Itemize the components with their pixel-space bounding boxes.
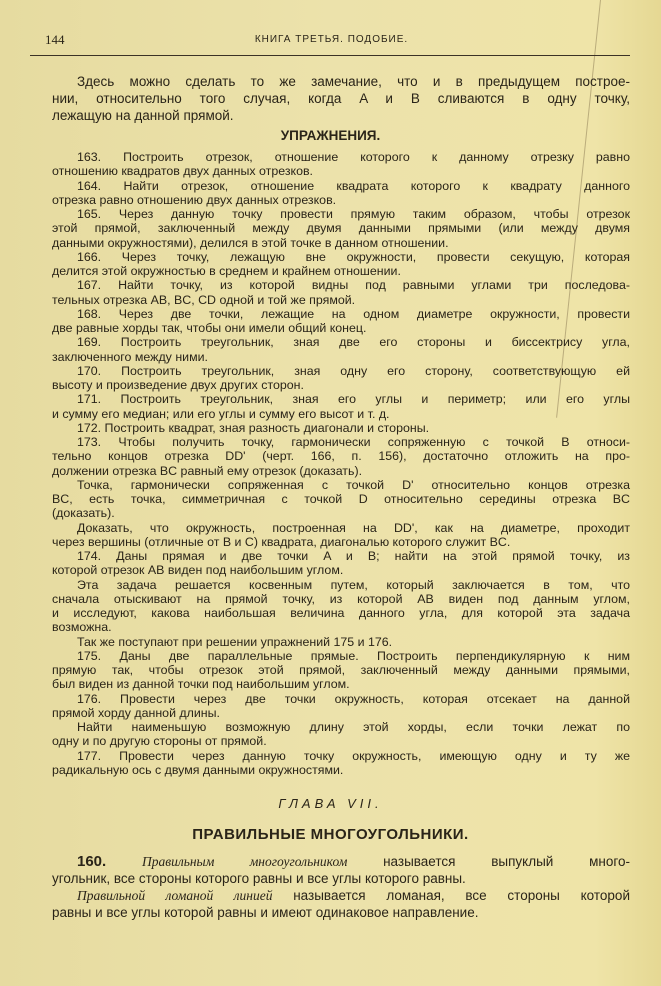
intro-paragraph — [52, 73, 630, 124]
text-line: 163. Построить отрезок, отношение которого к данному отрезку равно — [77, 150, 630, 164]
text-line: 166. Через точку, лежащую вне окружности, провести секущую, которая — [77, 249, 630, 264]
text-segment: называется ломаная, все стороны которой — [293, 888, 630, 903]
text-line: равны и все углы которой равны и имеют одинаковое направление. — [52, 905, 479, 920]
text-line: должении отрезка BC равный ему отрезок (доказать). — [52, 463, 363, 478]
page-header — [30, 30, 633, 54]
text-line: и исследуют, какова наибольшая величина данного угла, для которой эта задача — [52, 606, 630, 620]
text-line: 172. Построить квадрат, зная разность диагонали и стороны. — [77, 420, 430, 435]
paragraph-number: 160. — [77, 853, 107, 870]
text-line: делится этой окружностью в среднем и крайнем отношении. — [52, 264, 401, 278]
text-line: (доказать). — [52, 506, 115, 521]
text-line: прямую так, чтобы отрезок этой прямой, заключенный между данными прямыми, — [52, 663, 630, 677]
text-segment: называется выпуклый много- — [383, 854, 630, 869]
text-line: тельно концов отрезка DD' (черт. 166, п. 156), достаточно отложить на про- — [52, 449, 630, 464]
text-line: 167. Найти точку, из которой видны под равными углами три последова- — [77, 278, 630, 293]
text-line: 170. Построить треугольник, зная одну его сторону, соответствующую ей — [77, 363, 630, 378]
text-line: лежащую на данной прямой. — [52, 108, 234, 123]
text-line: отрезка равно отношению двух данных отрезков. — [52, 192, 337, 207]
text-line — [52, 853, 630, 870]
text-line: отношению квадратов двух данных отрезков. — [52, 164, 313, 179]
text-line: 169. Построить треугольник, зная две его стороны и биссектрису угла, — [77, 335, 630, 350]
text-line: заключенного между ними. — [52, 349, 208, 364]
text-line: одну и по другую стороны от прямой. — [52, 734, 267, 749]
text-line: через вершины (отличные от B и C) квадрата, диагональю которого служит BC. — [52, 534, 511, 549]
defined-term: Правильным многоугольником — [141, 854, 348, 869]
text-line: нии, относительно того случая, когда A и B сливаются в одну точку, — [52, 91, 630, 106]
text-line: 174. Даны прямая и две точки A и B; найти на этой прямой точку, из — [77, 549, 630, 563]
text-line: Здесь можно сделать то же замечание, что и в предыдущем построе- — [77, 74, 630, 89]
text-line: 165. Через данную точку провести прямую таким образом, чтобы отрезок — [77, 207, 630, 221]
text-line: 175. Даны две параллельные прямые. Построить перпендикулярную к ним — [77, 648, 630, 663]
text-line: Доказать, что окружность, построенная на DD', как на диаметре, проходит — [77, 520, 630, 535]
text-line: угольник, все стороны которого равны и все углы которого равны. — [52, 871, 466, 886]
text-line: Так же поступают при решении упражнений 175 и 176. — [77, 634, 393, 649]
text-line: Точка, гармонически сопряженная с точкой D' относительно концов отрезка — [77, 477, 630, 492]
exercises-list — [52, 150, 630, 777]
text-line: возможна. — [52, 620, 112, 635]
defined-term: Правильной ломаной линией — [77, 888, 273, 903]
text-line — [52, 887, 630, 904]
text-line: 173. Чтобы получить точку, гармонически сопряженную с точкой B относи- — [77, 435, 630, 449]
chapter-paragraph-160 — [52, 853, 630, 921]
chapter-number: ГЛАВА VII. — [278, 796, 383, 811]
text-line: 177. Провести через данную точку окружность, имеющую одну и ту же — [77, 748, 630, 763]
text-line: прямой хорду данной длины. — [52, 705, 220, 720]
header-rule — [30, 55, 630, 56]
text-line: этой прямой, заключенный между двумя данными прямыми (или между двумя — [52, 221, 630, 236]
page-number: 144 — [45, 32, 65, 47]
text-line: 168. Через две точки, лежащие на одном диаметре окружности, провести — [77, 306, 630, 321]
text-line: высоту и произведение двух других сторон. — [52, 378, 304, 392]
text-line: сначала отыскивают на прямой точку, из которой AB виден под данным углом, — [52, 591, 630, 606]
text-line: BC, есть точка, симметричная с точкой D относительно середины отрезка BC — [52, 492, 630, 506]
text-line: и сумму его медиан; или его углы и сумму его высот и т. д. — [52, 406, 390, 421]
text-line: 176. Провести через две точки окружность, которая отсекает на данной — [77, 691, 630, 706]
text-line: Найти наименьшую возможную длину этой хорды, если точки лежат по — [77, 720, 630, 734]
text-line: тельных отрезка AB, BC, CD одной и той же прямой. — [52, 292, 356, 307]
text-line: Эта задача решается косвенным путем, который заключается в том, что — [77, 577, 630, 592]
text-line: две равные хорды так, чтобы они имели общий конец. — [52, 321, 367, 335]
running-head: КНИГА ТРЕТЬЯ. ПОДОБИЕ. — [254, 34, 409, 45]
exercises-heading: УПРАЖНЕНИЯ. — [280, 128, 381, 143]
text-line: радикальную ось с двумя данными окружностями. — [52, 762, 344, 777]
text-line: 164. Найти отрезок, отношение квадрата которого к квадрату данного — [77, 178, 630, 193]
chapter-title: ПРАВИЛЬНЫЕ МНОГОУГОЛЬНИКИ. — [192, 826, 469, 843]
text-line: которой отрезок AB виден под наибольшим углом. — [52, 563, 344, 578]
text-line: данными окружностями), делился в этой точке в данном отношении. — [52, 235, 449, 250]
text-line: 171. Построить треугольник, зная его углы и периметр; или его углы — [77, 392, 630, 407]
text-line: был виден из данной точки под наибольшим углом. — [52, 677, 350, 692]
